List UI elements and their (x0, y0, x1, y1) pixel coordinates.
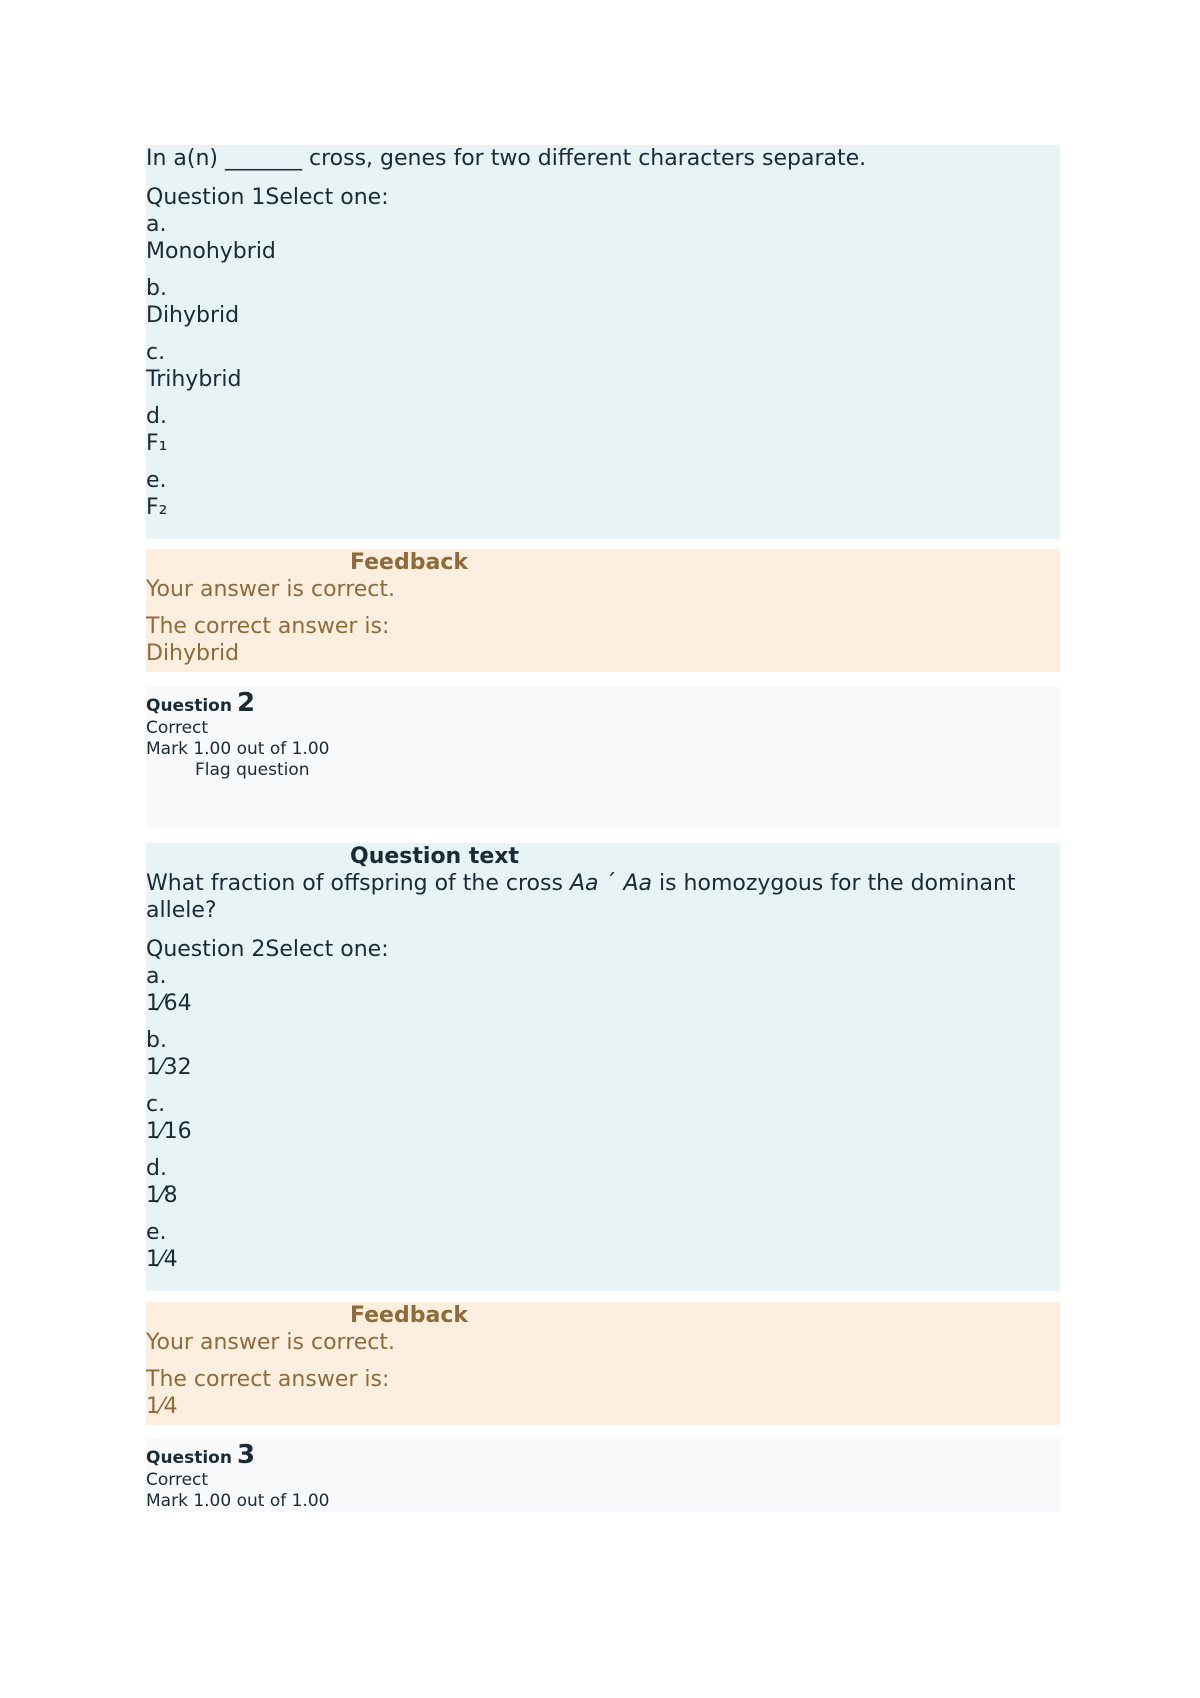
question-2-select-label: Question 2Select one: (146, 937, 389, 962)
question-1-option-c[interactable] (146, 339, 1060, 393)
genotype: Aa (623, 871, 652, 896)
question-1-option-e[interactable] (146, 467, 1060, 521)
question-1-option-d[interactable] (146, 403, 1060, 457)
option-letter: e. (146, 468, 167, 493)
feedback-heading: Feedback (350, 1303, 468, 1328)
question-2-option-c[interactable] (146, 1091, 1060, 1145)
option-letter: d. (146, 404, 167, 429)
option-text: Trihybrid (146, 367, 242, 392)
option-letter: a. (146, 212, 167, 237)
prompt-part: is homozygous for the dominant allele? (146, 871, 1016, 923)
option-text: Dihybrid (146, 303, 240, 328)
question-1-select-label: Question 1Select one: (146, 185, 389, 210)
option-text: 1⁄64 (146, 991, 192, 1016)
feedback-result: Your answer is correct. (146, 1330, 396, 1355)
option-letter: c. (146, 340, 166, 365)
option-letter: a. (146, 964, 167, 989)
option-text: 1⁄32 (146, 1055, 192, 1080)
question-text-heading: Question text (350, 844, 520, 869)
option-letter: b. (146, 1028, 167, 1053)
question-1-text (146, 145, 1060, 539)
question-number: 2 (237, 688, 256, 718)
question-1-prompt: In a(n) _______ cross, genes for two different characters separate. (146, 146, 867, 171)
option-letter: c. (146, 1092, 166, 1117)
question-1-option-b[interactable] (146, 275, 1060, 329)
option-text: 1⁄8 (146, 1183, 178, 1208)
flag-question-button[interactable]: Flag question (195, 760, 310, 780)
feedback-result: Your answer is correct. (146, 577, 396, 602)
option-text: Monohybrid (146, 239, 276, 264)
question-2-text (146, 843, 1060, 1291)
question-2-info (146, 686, 1060, 828)
question-3-title (146, 1440, 1060, 1470)
feedback-correct-label: The correct answer is: (146, 1367, 390, 1392)
prompt-part: What fraction of offspring of the cross (146, 871, 570, 896)
feedback-correct-answer: Dihybrid (146, 641, 240, 666)
question-mark: Mark 1.00 out of 1.00 (146, 739, 330, 759)
question-1-feedback (146, 549, 1060, 672)
question-1-option-a[interactable] (146, 211, 1060, 265)
option-text: 1⁄4 (146, 1247, 178, 1272)
question-2-prompt (146, 870, 1060, 924)
question-2-option-a[interactable] (146, 963, 1060, 1017)
question-2-option-b[interactable] (146, 1027, 1060, 1081)
prompt-part: ´ (598, 871, 624, 896)
question-mark: Mark 1.00 out of 1.00 (146, 1491, 330, 1511)
feedback-correct-label: The correct answer is: (146, 614, 390, 639)
question-3-info (146, 1438, 1060, 1512)
question-2-option-e[interactable] (146, 1219, 1060, 1273)
genotype: Aa (569, 871, 599, 896)
option-text: F₁ (146, 431, 168, 456)
question-label: Question (146, 1448, 232, 1468)
question-2-feedback (146, 1302, 1060, 1425)
question-label: Question (146, 696, 232, 716)
option-text: F₂ (146, 495, 168, 520)
option-letter: b. (146, 276, 167, 301)
feedback-correct-answer: 1⁄4 (146, 1394, 178, 1419)
option-text: 1⁄16 (146, 1119, 192, 1144)
option-letter: e. (146, 1220, 167, 1245)
option-letter: d. (146, 1156, 167, 1181)
question-number: 3 (237, 1440, 256, 1470)
question-status: Correct (146, 1470, 209, 1490)
question-2-title (146, 688, 1060, 718)
question-status: Correct (146, 718, 209, 738)
feedback-heading: Feedback (350, 550, 468, 575)
question-2-option-d[interactable] (146, 1155, 1060, 1209)
